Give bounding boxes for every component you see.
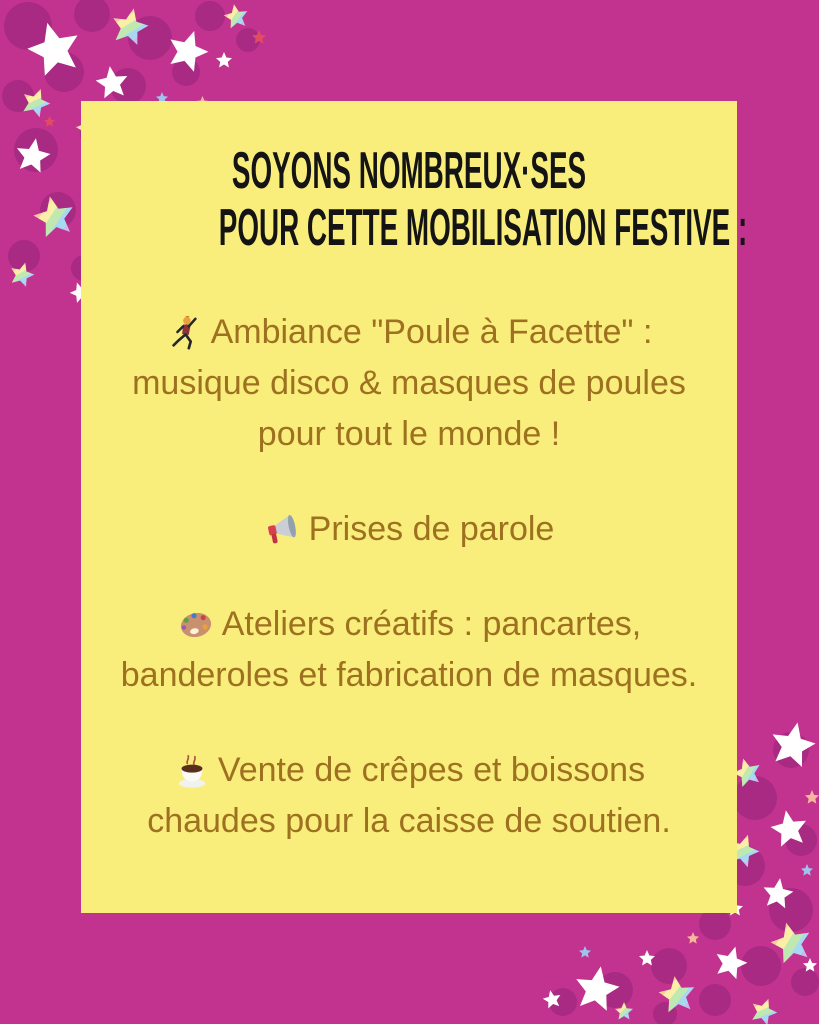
poster-title xyxy=(81,142,748,258)
bullet-text: Prises de parole xyxy=(308,510,555,548)
bullet-text: Vente de crêpes et boissons chaudes pour la caisse de soutien. xyxy=(147,751,671,840)
bullet-ateliers-creatifs xyxy=(119,599,699,701)
bullet-list xyxy=(119,307,699,847)
artist-palette-icon xyxy=(177,606,215,644)
bullet-prises-de-parole xyxy=(119,504,699,555)
title-line-2: POUR CETTE MOBILISATION FESTIVE : xyxy=(218,199,748,258)
yellow-card xyxy=(81,101,748,913)
bullet-vente-crepes xyxy=(119,745,699,847)
man-dancing-icon xyxy=(166,314,204,352)
title-line-1: SOYONS NOMBREUX·SES xyxy=(231,142,587,201)
bullet-text: Ambiance "Poule à Facette" : musique disco & masques de poules pour tout le monde ! xyxy=(132,313,686,453)
bullet-ambiance xyxy=(119,307,699,460)
bullet-text: Ateliers créatifs : pancartes, banderoles et fabrication de masques. xyxy=(120,605,698,694)
megaphone-icon xyxy=(264,511,302,549)
coffee-icon xyxy=(173,752,211,790)
